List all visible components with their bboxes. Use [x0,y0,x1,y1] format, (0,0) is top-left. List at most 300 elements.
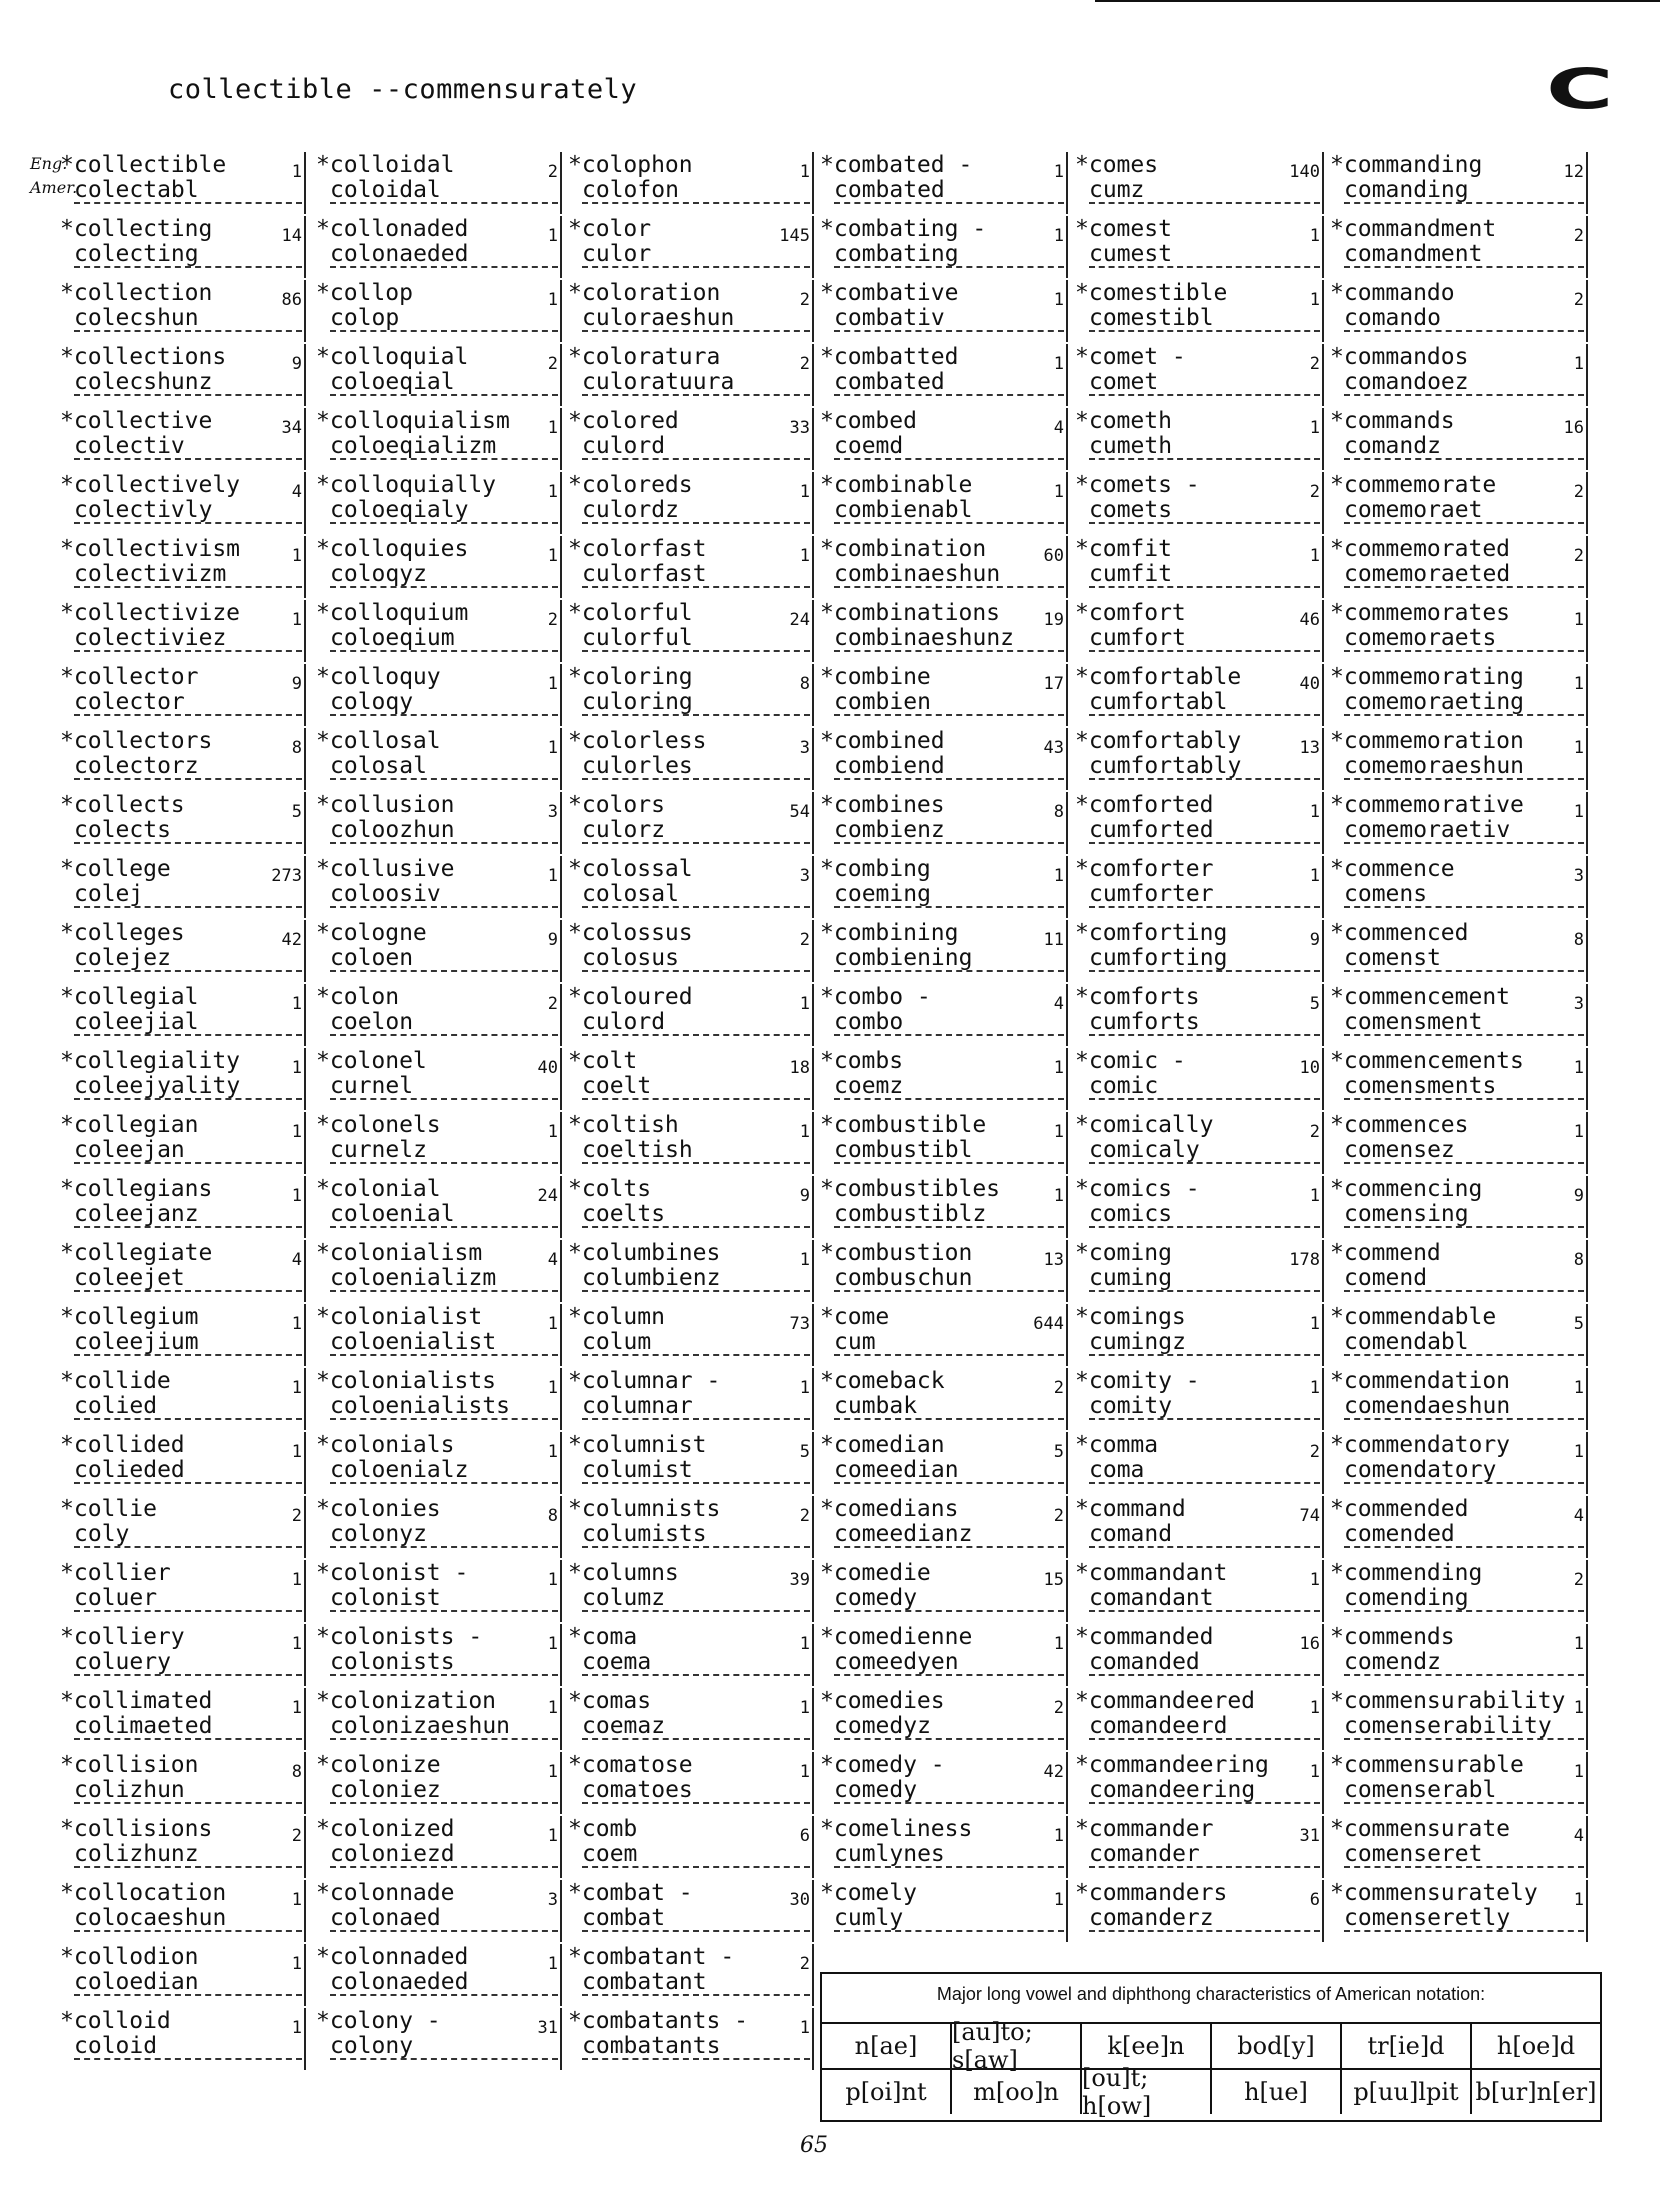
column-divider [1586,1496,1588,1558]
english-spelling: *comity - [1075,1368,1200,1394]
english-spelling: *column [568,1304,665,1330]
american-spelling: colonists [330,1650,558,1676]
english-spelling: *comic - [1075,1048,1186,1074]
american-spelling: coelon [330,1010,558,1036]
dictionary-entry [316,1048,566,1112]
english-spelling: *comics - [1075,1176,1200,1202]
column-divider [1322,1880,1324,1942]
american-spelling: comandoez [1344,370,1584,396]
english-spelling: *colonialism [316,1240,483,1266]
english-spelling: *commandant [1075,1560,1228,1586]
english-spelling: *collusive [316,856,455,882]
american-spelling: coleejyality [74,1074,302,1100]
column-divider [1322,1368,1324,1430]
english-spelling: *collimated [60,1688,213,1714]
dictionary-entry [568,920,818,984]
american-spelling: combated [834,370,1064,396]
american-spelling: cumforting [1089,946,1320,972]
dictionary-entry [60,1240,310,1304]
american-spelling: comensez [1344,1138,1584,1164]
column-divider [1322,280,1324,342]
dictionary-entry [820,408,1072,472]
frequency-count: 1 [1309,1186,1320,1206]
english-spelling: *comings [1075,1304,1186,1330]
column-divider [560,1112,562,1174]
dictionary-entry [1075,856,1328,920]
column-divider [1322,600,1324,662]
american-spelling: coemz [834,1074,1064,1100]
dictionary-entry [60,1432,310,1496]
frequency-count: 1 [291,1634,302,1654]
frequency-count: 16 [1563,418,1584,438]
frequency-count: 1 [1309,290,1320,310]
frequency-count: 2 [799,354,810,374]
frequency-count: 1 [1053,290,1064,310]
column-divider [1322,1624,1324,1686]
column-divider [304,536,306,598]
frequency-count: 1 [291,162,302,182]
english-spelling: *colonialist [316,1304,483,1330]
english-spelling: *comedy - [820,1752,945,1778]
column-divider [304,1688,306,1750]
american-spelling: columz [582,1586,810,1612]
dictionary-entry [316,1688,566,1752]
column-divider [304,1944,306,2006]
column-divider [1066,1688,1068,1750]
frequency-count: 40 [537,1058,558,1078]
frequency-count: 4 [291,1250,302,1270]
frequency-count: 1 [1053,866,1064,886]
frequency-count: 1 [291,1698,302,1718]
legend-cell: bod[y] [1210,2022,1340,2068]
frequency-count: 40 [1299,674,1320,694]
dictionary-entry [568,216,818,280]
frequency-count: 1 [1053,354,1064,374]
dictionary-entry [316,408,566,472]
frequency-count: 1 [1573,354,1584,374]
dictionary-entry [1075,536,1328,600]
english-spelling: *collision [60,1752,199,1778]
american-spelling: coleejan [74,1138,302,1164]
column-divider [1066,1048,1068,1110]
american-spelling: comendatory [1344,1458,1584,1484]
english-spelling: *collosal [316,728,441,754]
english-spelling: *combatant - [568,1944,735,1970]
column-divider [1586,1624,1588,1686]
english-spelling: *colliery [60,1624,185,1650]
column-divider [304,792,306,854]
english-spelling: *comes [1075,152,1159,178]
english-spelling: *comedienne [820,1624,973,1650]
dictionary-entry [1330,1240,1592,1304]
dictionary-entry [1330,792,1592,856]
american-spelling: comandz [1344,434,1584,460]
column-divider [812,1112,814,1174]
american-spelling: coloeqium [330,626,558,652]
english-spelling: *comely [820,1880,917,1906]
frequency-count: 1 [291,1378,302,1398]
frequency-count: 19 [1043,610,1064,630]
frequency-count: 31 [1299,1826,1320,1846]
english-spelling: *combing [820,856,931,882]
column-divider [812,600,814,662]
frequency-count: 2 [1309,482,1320,502]
column-divider [1066,1624,1068,1686]
column-divider [560,1496,562,1558]
english-spelling: *columbines [568,1240,721,1266]
american-spelling: comic [1089,1074,1320,1100]
english-spelling: *collodion [60,1944,199,1970]
english-spelling: *combatants - [568,2008,749,2034]
american-spelling: coema [582,1650,810,1676]
column-divider [1586,728,1588,790]
column-divider [1322,1240,1324,1302]
american-spelling: cumforts [1089,1010,1320,1036]
american-spelling: colum [582,1330,810,1356]
american-spelling: combatants [582,2034,810,2060]
dictionary-entry [568,1816,818,1880]
column-divider [1586,216,1588,278]
dictionary-entry [316,280,566,344]
american-spelling: colectorz [74,754,302,780]
column-divider [1066,408,1068,470]
american-spelling: culor [582,242,810,268]
column-divider [1586,1240,1588,1302]
frequency-count: 1 [1573,1890,1584,1910]
frequency-count: 1 [547,482,558,502]
frequency-count: 86 [281,290,302,310]
american-spelling: coluery [74,1650,302,1676]
dictionary-entry [820,216,1072,280]
dictionary-entry [1075,792,1328,856]
frequency-count: 1 [291,1314,302,1334]
dictionary-entry [60,856,310,920]
frequency-count: 1 [1309,1314,1320,1334]
english-spelling: *comically [1075,1112,1214,1138]
english-spelling: *comest [1075,216,1172,242]
column-divider [304,152,306,214]
american-spelling: colonaed [330,1906,558,1932]
english-spelling: *commensurate [1330,1816,1511,1842]
english-spelling: *commensurately [1330,1880,1538,1906]
dictionary-entry [568,152,818,216]
american-spelling: comenserabl [1344,1778,1584,1804]
column-divider [1586,408,1588,470]
american-spelling: comandant [1089,1586,1320,1612]
english-spelling: *commences [1330,1112,1469,1138]
column-divider [1066,216,1068,278]
american-spelling: comens [1344,882,1584,908]
frequency-count: 9 [547,930,558,950]
column-divider [304,600,306,662]
dictionary-entry [316,1560,566,1624]
english-spelling: *collection [60,280,213,306]
english-spelling: *combinable [820,472,973,498]
english-spelling: *colonel [316,1048,427,1074]
column-divider [1066,344,1068,406]
frequency-count: 1 [1053,1634,1064,1654]
dictionary-entry [60,536,310,600]
frequency-count: 9 [291,674,302,694]
american-spelling: coloenialists [330,1394,558,1420]
american-spelling: cumfortabl [1089,690,1320,716]
column-divider [1586,1752,1588,1814]
column-divider [560,536,562,598]
column-divider [304,2008,306,2070]
english-spelling: *collegium [60,1304,199,1330]
column-divider [812,792,814,854]
dictionary-entry [316,1944,566,2008]
american-spelling: colectabl [74,178,302,204]
american-spelling: coloidal [330,178,558,204]
frequency-count: 8 [291,1762,302,1782]
english-spelling: *colonies [316,1496,441,1522]
american-spelling: columist [582,1458,810,1484]
column-divider [304,1880,306,1942]
dictionary-entry [1075,1304,1328,1368]
english-spelling: *come [820,1304,890,1330]
column-divider [304,408,306,470]
frequency-count: 9 [799,1186,810,1206]
dictionary-entry [568,472,818,536]
american-spelling: culord [582,434,810,460]
english-spelling: *colonial [316,1176,441,1202]
english-spelling: *comet - [1075,344,1186,370]
frequency-count: 42 [1043,1762,1064,1782]
dictionary-entry [568,1112,818,1176]
column-divider [1322,344,1324,406]
american-spelling: comanding [1344,178,1584,204]
dictionary-entry [316,1624,566,1688]
english-spelling: *college [60,856,171,882]
frequency-count: 273 [271,866,302,886]
english-spelling: *comb [568,1816,638,1842]
dictionary-entry [60,984,310,1048]
english-spelling: *comforting [1075,920,1228,946]
dictionary-entry [316,600,566,664]
dictionary-entry [1330,984,1592,1048]
column-divider [1322,792,1324,854]
frequency-count: 1 [1309,866,1320,886]
english-spelling: *collegians [60,1176,213,1202]
american-spelling: comedyz [834,1714,1064,1740]
column-divider [1322,408,1324,470]
frequency-count: 1 [1053,1122,1064,1142]
frequency-count: 1 [1309,418,1320,438]
frequency-count: 43 [1043,738,1064,758]
frequency-count: 1 [1053,1058,1064,1078]
english-spelling: *comestible [1075,280,1228,306]
frequency-count: 1 [547,738,558,758]
dictionary-entry [60,1880,310,1944]
column-divider [1586,856,1588,918]
column-divider [812,728,814,790]
column-divider [304,280,306,342]
column-divider [304,1624,306,1686]
column-divider [812,1368,814,1430]
frequency-count: 1 [1573,1634,1584,1654]
english-spelling: *combo - [820,984,931,1010]
american-spelling: colop [330,306,558,332]
frequency-count: 1 [547,290,558,310]
column-divider [560,1624,562,1686]
frequency-count: 1 [291,1186,302,1206]
frequency-count: 1 [291,1122,302,1142]
column-divider [1066,792,1068,854]
american-spelling: coeming [834,882,1064,908]
frequency-count: 5 [1053,1442,1064,1462]
dictionary-entry [568,600,818,664]
dictionary-entry [1075,1368,1328,1432]
dictionary-entry [568,408,818,472]
american-spelling: combienabl [834,498,1064,524]
american-spelling: coeltish [582,1138,810,1164]
english-spelling: *collectivize [60,600,241,626]
column-divider [1066,984,1068,1046]
american-spelling: coleejium [74,1330,302,1356]
legend-cell: h[oe]d [1470,2022,1600,2068]
column-divider [1322,216,1324,278]
english-spelling: *comforts [1075,984,1200,1010]
column-divider [812,1304,814,1366]
english-spelling: *collectors [60,728,213,754]
american-spelling: comendz [1344,1650,1584,1676]
american-spelling: combatant [582,1970,810,1996]
column-divider [304,1496,306,1558]
american-spelling: combiening [834,946,1064,972]
dictionary-entry [316,1368,566,1432]
dictionary-entry [820,984,1072,1048]
frequency-count: 2 [547,994,558,1014]
frequency-count: 1 [799,1634,810,1654]
dictionary-entry [1075,664,1328,728]
dictionary-entry [1075,408,1328,472]
dictionary-entry [60,472,310,536]
legend-cell: n[ae] [822,2022,950,2068]
dictionary-entry [1075,1112,1328,1176]
dictionary-entry [60,1368,310,1432]
frequency-count: 1 [1309,1698,1320,1718]
american-spelling: comanderz [1089,1906,1320,1932]
dictionary-entry [568,664,818,728]
column-divider [812,664,814,726]
english-spelling: *colossus [568,920,693,946]
dictionary-entry [60,1496,310,1560]
american-spelling: cum [834,1330,1064,1356]
column-divider [1586,1688,1588,1750]
english-spelling: *combustibles [820,1176,1001,1202]
american-spelling: colosus [582,946,810,972]
english-spelling: *colts [568,1176,652,1202]
american-spelling: comando [1344,306,1584,332]
english-spelling: *collecting [60,216,213,242]
dictionary-entry [820,472,1072,536]
frequency-count: 2 [1573,226,1584,246]
american-spelling: colofon [582,178,810,204]
english-spelling: *combines [820,792,945,818]
column-divider [304,920,306,982]
american-spelling: comemoraeting [1344,690,1584,716]
dictionary-entry [820,152,1072,216]
english-spelling: *columnar - [568,1368,721,1394]
american-spelling: colony [330,2034,558,2060]
american-spelling: comets [1089,498,1320,524]
frequency-count: 1 [799,994,810,1014]
top-rule [1095,0,1660,2]
english-spelling: *columns [568,1560,679,1586]
column-divider [560,408,562,470]
column-divider [304,1240,306,1302]
dictionary-entry [316,728,566,792]
american-spelling: coloeqialy [330,498,558,524]
american-spelling: comander [1089,1842,1320,1868]
american-spelling: coloeqial [330,370,558,396]
american-spelling: colizhun [74,1778,302,1804]
american-spelling: colieded [74,1458,302,1484]
american-spelling: combien [834,690,1064,716]
american-spelling: columnar [582,1394,810,1420]
frequency-count: 1 [547,1570,558,1590]
american-spelling: comestibl [1089,306,1320,332]
frequency-count: 5 [1573,1314,1584,1334]
dictionary-entry [820,728,1072,792]
dictionary-entry [1075,728,1328,792]
dictionary-entry [1330,728,1592,792]
frequency-count: 1 [1053,162,1064,182]
dictionary-entry [1075,1560,1328,1624]
english-spelling: *combustion [820,1240,973,1266]
dictionary-entry [1330,280,1592,344]
american-spelling: combienz [834,818,1064,844]
american-spelling: coloid [74,2034,302,2060]
dictionary-entry [60,1624,310,1688]
american-spelling: cumest [1089,242,1320,268]
american-spelling: coleejanz [74,1202,302,1228]
dictionary-entry [820,920,1072,984]
dictionary-entry [1330,856,1592,920]
legend-row-2 [822,2064,1600,2120]
column-divider [1322,1496,1324,1558]
english-spelling: *commemorating [1330,664,1524,690]
american-spelling: comedy [834,1586,1064,1612]
dictionary-entry [60,1752,310,1816]
frequency-count: 13 [1043,1250,1064,1270]
column-divider [812,472,814,534]
english-spelling: *commence [1330,856,1455,882]
american-spelling: columbienz [582,1266,810,1292]
column-divider [1322,1560,1324,1622]
dictionary-entry [316,920,566,984]
frequency-count: 2 [547,610,558,630]
frequency-count: 34 [281,418,302,438]
american-spelling: coloniezd [330,1842,558,1868]
english-spelling: *comforted [1075,792,1214,818]
american-spelling: comemoraeshun [1344,754,1584,780]
english-spelling: *collections [60,344,227,370]
dictionary-entry [1330,1496,1592,1560]
column-divider [304,1816,306,1878]
column-divider [812,1624,814,1686]
column-divider [812,984,814,1046]
american-spelling: comemoraeted [1344,562,1584,588]
frequency-count: 14 [281,226,302,246]
frequency-count: 1 [547,1698,558,1718]
dictionary-entry [1330,1112,1592,1176]
column-divider [812,1432,814,1494]
english-spelling: *commensurability [1330,1688,1566,1714]
column-divider [812,1176,814,1238]
american-spelling: comity [1089,1394,1320,1420]
